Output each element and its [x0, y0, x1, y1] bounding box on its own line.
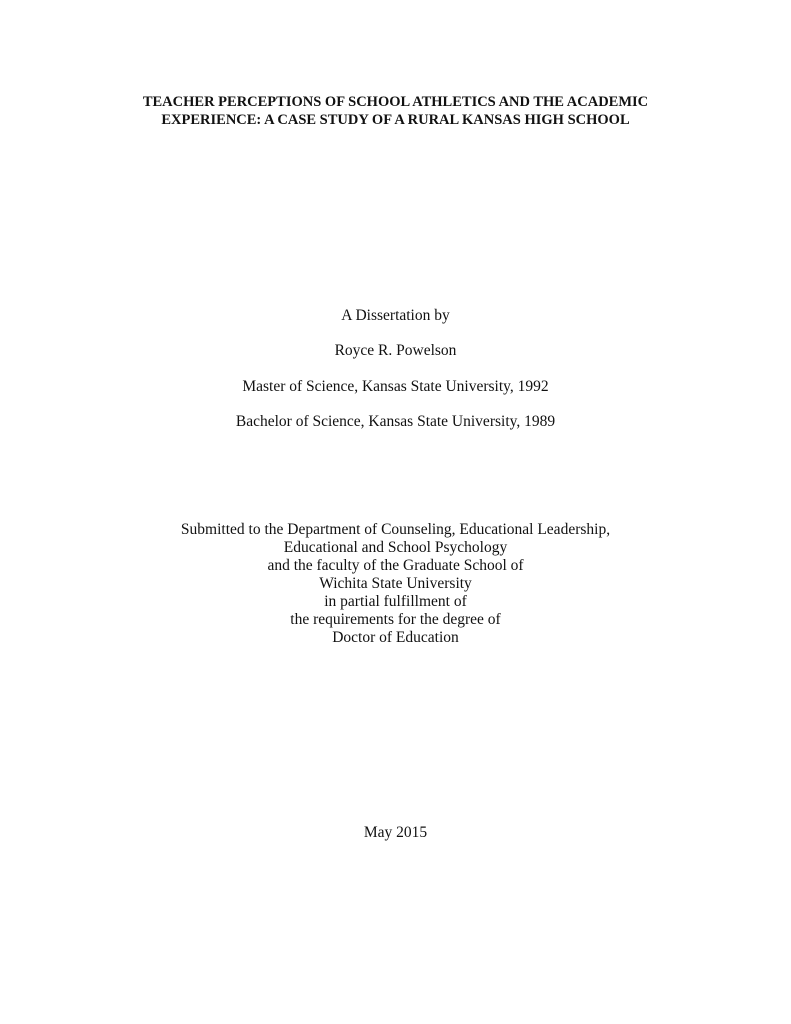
dissertation-label: A Dissertation by	[341, 307, 450, 324]
author-name: Royce R. Powelson	[334, 342, 457, 359]
submission-date: May 2015	[363, 824, 428, 841]
dissertation-title-line-2: EXPERIENCE: A CASE STUDY OF A RURAL KANSAS HIGH SCHOOL	[161, 112, 630, 128]
submission-line-3: and the faculty of the Graduate School of	[267, 557, 524, 574]
submission-line-6: the requirements for the degree of	[290, 611, 501, 628]
bachelors-degree: Bachelor of Science, Kansas State University, 1989	[235, 413, 556, 430]
submission-line-4: Wichita State University	[319, 575, 472, 592]
submission-line-5: in partial fulfillment of	[324, 593, 467, 610]
submission-line-7: Doctor of Education	[332, 629, 459, 646]
dissertation-title-line-1: TEACHER PERCEPTIONS OF SCHOOL ATHLETICS AND THE ACADEMIC	[142, 94, 649, 110]
submission-line-2: Educational and School Psychology	[283, 539, 508, 556]
masters-degree: Master of Science, Kansas State University, 1992	[242, 378, 549, 395]
submission-line-1: Submitted to the Department of Counseling, Educational Leadership,	[180, 521, 611, 538]
